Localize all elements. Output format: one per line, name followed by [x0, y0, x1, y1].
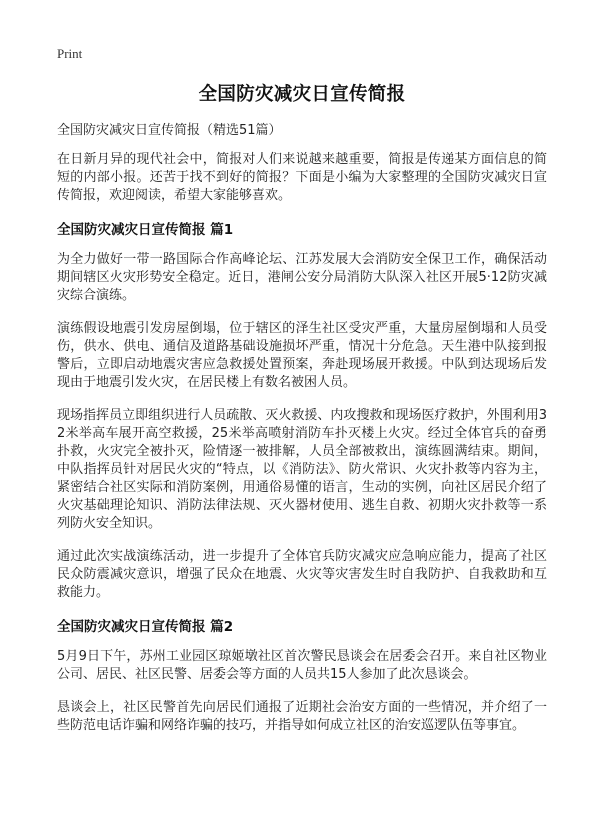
section-2: [57, 617, 547, 735]
section-paragraph: 通过此次实战演练活动，进一步提升了全体官兵防灾减灾应急响应能力，提高了社区民众防震减灾意识，增强了民众在地震、火灾等灾害发生时自我防护、自我救助和互救能力。: [57, 549, 547, 600]
section-paragraph: 5月9日下午，苏州工业园区琼姬墩社区首次警民恳谈会在居委会召开。来自社区物业公司、居民、社区民警、居委会等方面的人员共15人参加了此次恳谈会。: [57, 649, 547, 682]
section-paragraph: 恳谈会上，社区民警首先向居民们通报了近期社会治安方面的一些情况，并介绍了一些防范电话诈骗和网络诈骗的技巧，并指导如何成立社区的治安巡逻队伍等事宜。: [57, 700, 547, 733]
document-subtitle: 全国防灾减灾日宣传简报（精选51篇）: [57, 123, 282, 138]
print-link[interactable]: Print: [57, 46, 83, 61]
document-body: [57, 82, 547, 750]
section-paragraph: 为全力做好一带一路国际合作高峰论坛、江苏发展大会消防安全保卫工作，确保活动期间辖区火灾形势安全稳定。近日，港闸公安分局消防大队深入社区开展5·12防灾减灾综合演练。: [57, 252, 547, 303]
section-1: [57, 220, 547, 602]
section-heading: 全国防灾减灾日宣传简报 篇2: [57, 619, 234, 635]
section-paragraph: 现场指挥员立即组织进行人员疏散、灭火救援、内攻搜救和现场医疗救护，外围利用32米举高车展开高空救援，25米举高喷射消防车扑灭楼上火灾。经过全体官兵的奋勇扑救，火灾完全被扑灭，险情逐一被排解，人员全部被救出，演练圆满结束。期间，中队指挥员针对居民火灾的“特点，以《消防法》、防火常识、火灾扑救等内容为主，紧密结合社区实际和消防案例，用通俗易懂的语言，生动的实例，向社区居民介绍了火灾基础理论知识、消防法律法规、灭火器材使用、逃生自救、初期火灾扑救等一系列防火安全知识。: [57, 408, 547, 531]
section-heading: 全国防灾减灾日宣传简报 篇1: [57, 222, 234, 238]
section-paragraph: 演练假设地震引发房屋倒塌，位于辖区的泽生社区受灾严重，大量房屋倒塌和人员受伤，供水、供电、通信及道路基础设施损坏严重，情况十分危急。天生港中队接到报警后，立即启动地震灾害应急救援处置预案，奔赴现场展开救援。中队到达现场后发现由于地震引发火灾，在居民楼上有数名被困人员。: [57, 321, 547, 390]
page-title: 全国防灾减灾日宣传简报: [198, 84, 406, 105]
intro-paragraph: 在日新月异的现代社会中，简报对人们来说越来越重要，简报是传递某方面信息的简短的内部小报。还苦于找不到好的简报？下面是小编为大家整理的全国防灾减灾日宣传简报，欢迎阅读，希望大家能够喜欢。: [57, 152, 547, 203]
